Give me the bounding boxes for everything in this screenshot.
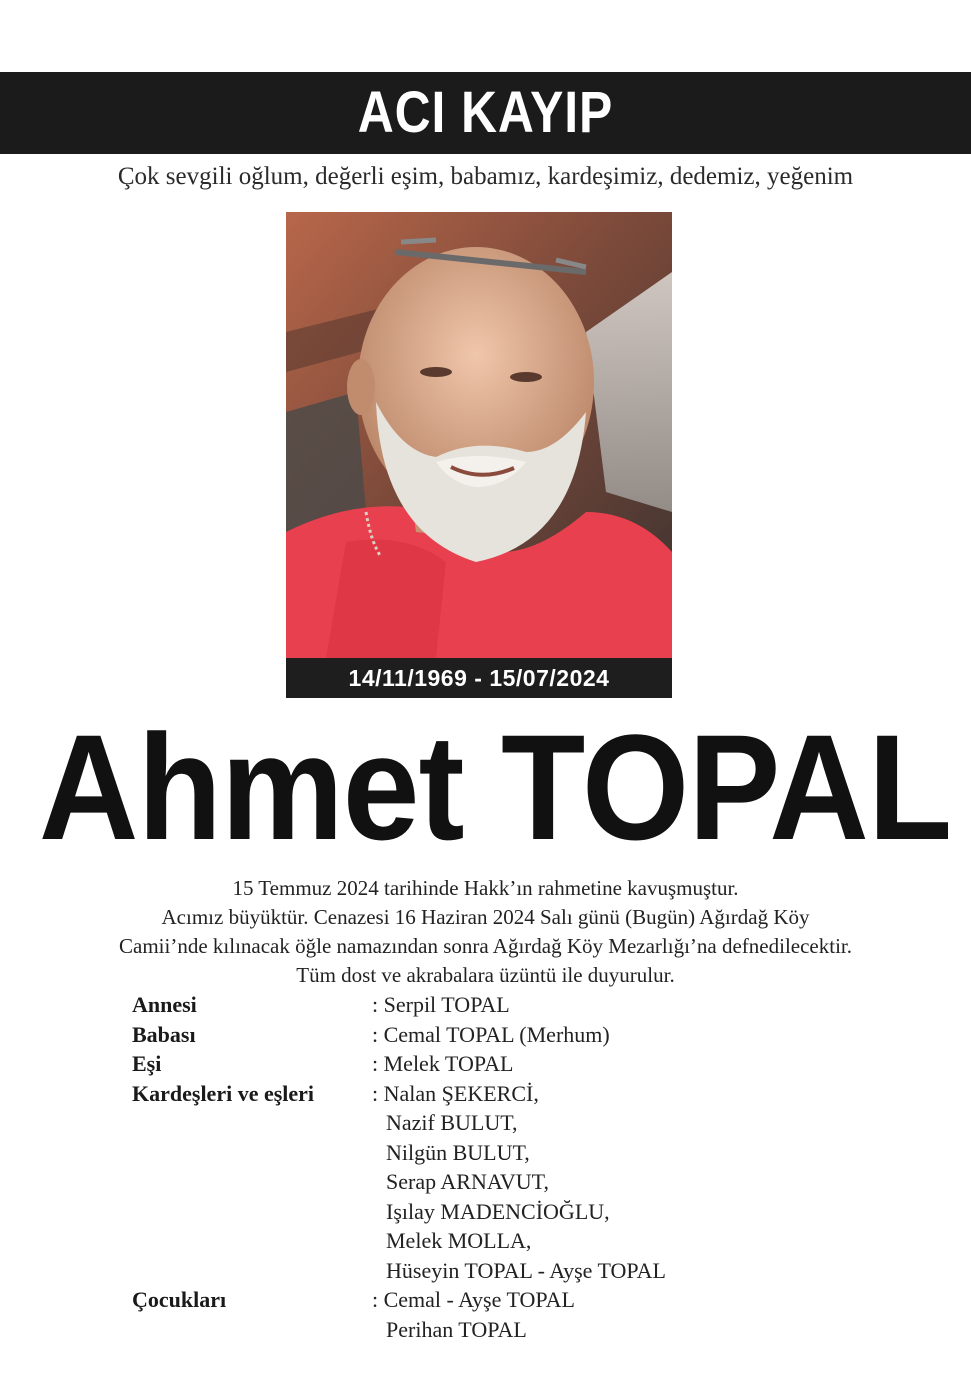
family-list — [132, 990, 932, 1342]
family-value: Perihan TOPAL — [386, 1316, 527, 1342]
family-label: Kardeşleri ve eşleri — [132, 1080, 315, 1106]
deceased-name: Ahmet TOPAL — [38, 703, 952, 871]
family-value: : Cemal - Ayşe TOPAL — [372, 1287, 575, 1312]
family-row-spouse — [132, 1049, 932, 1079]
family-value: Hüseyin TOPAL - Ayşe TOPAL — [386, 1257, 666, 1283]
family-row-siblings — [132, 1079, 932, 1286]
announcement-text — [0, 874, 971, 990]
family-value: : Cemal TOPAL (Merhum) — [372, 1021, 610, 1047]
portrait-frame — [286, 212, 672, 698]
title-banner — [0, 72, 971, 154]
family-value: : Nalan ŞEKERCİ, — [372, 1080, 539, 1106]
dates-bar — [286, 658, 672, 698]
portrait-photo — [286, 212, 672, 658]
birth-death-dates: 14/11/1969 - 15/07/2024 — [348, 664, 610, 691]
family-label: Annesi — [132, 992, 197, 1017]
family-value: Işılay MADENCİOĞLU, — [386, 1198, 610, 1224]
family-row-mother — [132, 990, 932, 1020]
family-row-father — [132, 1020, 932, 1050]
family-value: Nazif BULUT, — [386, 1110, 518, 1135]
announcement-line: Acımız büyüktür. Cenazesi 16 Haziran 2024 Salı günü (Bugün) Ağırdağ Köy — [161, 905, 810, 929]
announcement-line: Tüm dost ve akrabalara üzüntü ile duyurulur. — [296, 963, 675, 987]
family-row-children — [132, 1285, 932, 1342]
dedication-line: Çok sevgili oğlum, değerli eşim, babamız, kardeşimiz, dedemiz, yeğenim — [117, 163, 854, 190]
family-label: Babası — [132, 1021, 196, 1047]
announcement-line: Camii’nde kılınacak öğle namazından sonra Ağırdağ Köy Mezarlığı’na defnedilecektir. — [119, 934, 852, 958]
family-value: Nilgün BULUT, — [386, 1139, 530, 1165]
family-label: Çocukları — [132, 1287, 227, 1312]
banner-title: ACI KAYIP — [357, 80, 614, 145]
announcement-line: 15 Temmuz 2024 tarihinde Hakk’ın rahmetine kavuşmuştur. — [232, 876, 739, 900]
family-value: : Serpil TOPAL — [372, 992, 510, 1017]
family-value: Melek MOLLA, — [386, 1228, 532, 1253]
family-value: : Melek TOPAL — [372, 1051, 514, 1076]
family-value: Serap ARNAVUT, — [386, 1169, 549, 1194]
family-label: Eşi — [132, 1051, 162, 1076]
